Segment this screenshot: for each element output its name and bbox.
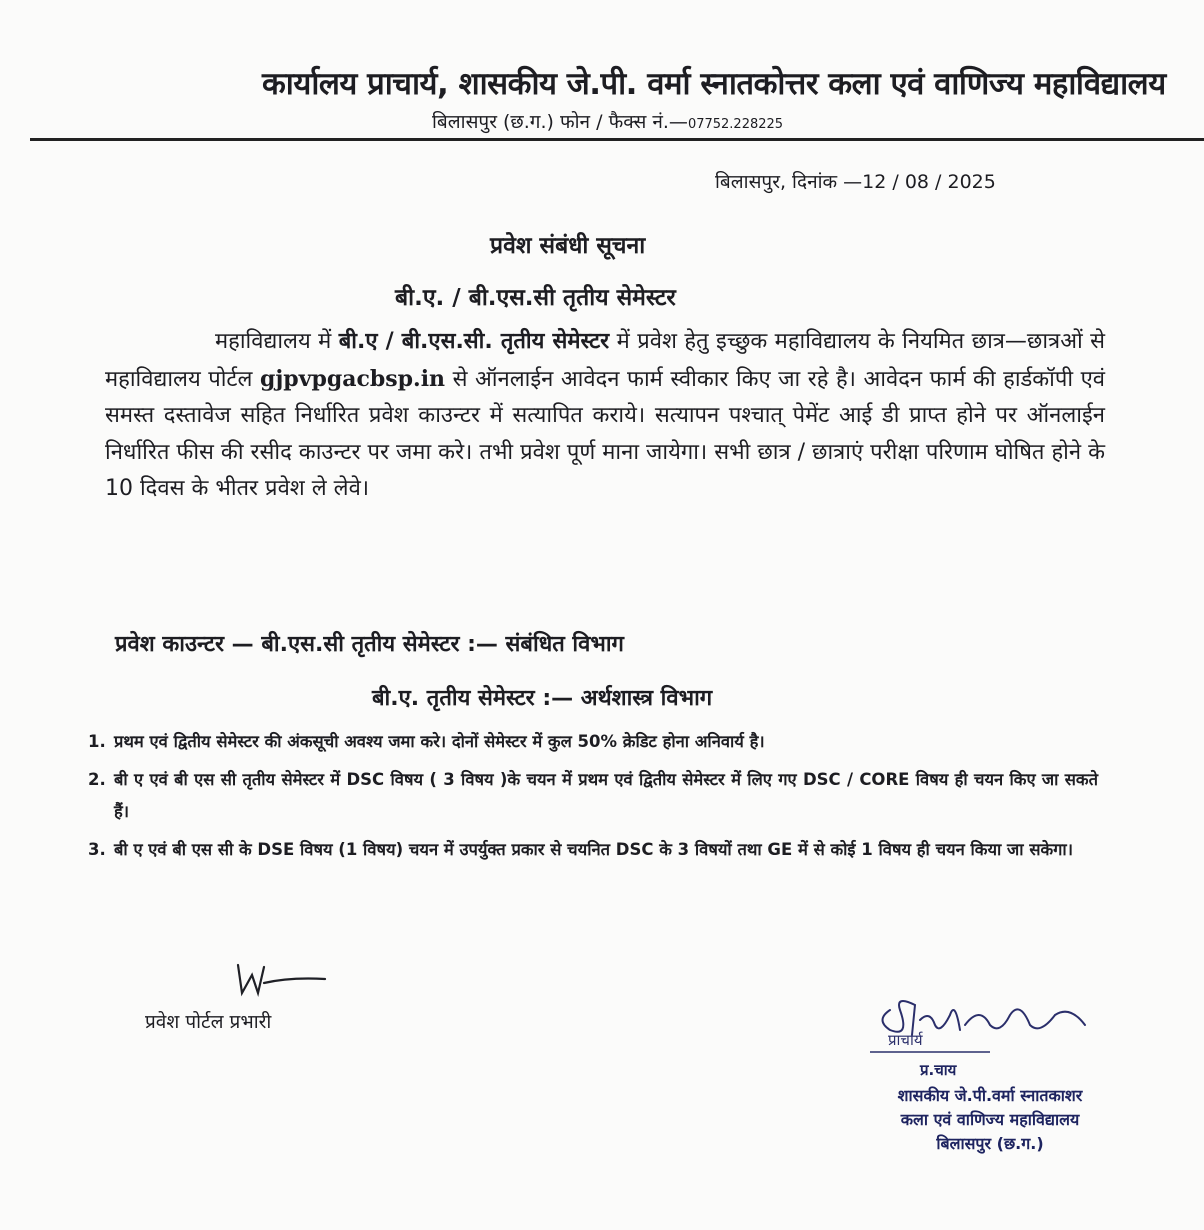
list-item [88,726,1098,758]
date-line: बिलासपुर, दिनांक —12 / 08 / 2025 [715,171,996,193]
seal-line-2: शासकीय जे.पी.वर्मा स्नातकाशर [897,1086,1083,1105]
notice-subtitle: बी.ए. / बी.एस.सी तृतीय सेमेस्टर [395,285,676,311]
phone-number: 07752.228225 [687,117,784,132]
item-number: 3. [88,840,106,859]
body-pre: महाविद्यालय में [215,329,339,354]
instruction-list [88,726,1098,872]
counter-line-ba: बी.ए. तृतीय सेमेस्टर :— अर्थशास्त्र विभाग [372,686,713,711]
item-text: बी ए एवं बी एस सी के DSE विषय (1 विषय) चयन में उपर्युक्त प्रकार से चयनित DSC के 3 विषयों तथा GE में से कोई 1 विषय ही चयन किया जा सकेगा। [114,840,1073,859]
counter-line-bsc: प्रवेश काउन्टर — बी.एस.सी तृतीय सेमेस्टर :— संबंधित विभाग [115,632,624,657]
item-text: बी ए एवं बी एस सी तृतीय सेमेस्टर में DSC विषय ( 3 विषय )के चयन में प्रथम एवं द्वितीय सेमेस्टर में लिए गए DSC / CORE विषय ही चयन किए जा सकते हैं। [114,770,1098,821]
list-item [88,764,1098,828]
item-text: प्रथम एवं द्वितीय सेमेस्टर की अंकसूची अवश्य जमा करे। दोनों सेमेस्टर में कुल 50% क्रेडिट होना अनिवार्य है। [114,732,765,751]
seal-line-3: कला एवं वाणिज्य महाविद्यालय [900,1110,1080,1129]
address-text: बिलासपुर (छ.ग.) फोन / फैक्स नं.— [432,111,688,133]
seal-line-1: प्र.चाय [920,1061,957,1079]
header-divider [30,138,1204,141]
list-item [88,834,1098,866]
principal-label: प्राचार्य [888,1031,923,1049]
body-mid: में प्रवेश हेतु इच्छुक महाविद्यालय के नियमित छात्र—छात्रओं से महाविद्यालय पोर्टल [105,329,1105,392]
seal-line-4: बिलासपुर (छ.ग.) [936,1134,1044,1153]
body-post: से ऑनलाईन आवेदन फार्म स्वीकार किए जा रहे है। आवेदन फार्म की हार्डकॉपी एवं समस्त दस्तावेज सहित निर्धारित प्रवेश काउन्टर में सत्यापित कराये। सत्यापन पश्चात् पेमेंट आई डी प्राप्त होने पर ऑनलाईन निर्धारित फीस की रसीद काउन्टर पर जमा करे। तभी प्रवेश पूर्ण माना जायेगा। सभी छात्र / छात्राएं परीक्षा परिणाम घोषित होने के 10 दिवस के भीतर प्रवेश ले लेवे। [105,366,1106,501]
college-address [432,108,783,134]
notice-body [105,324,1105,508]
portal-incharge-label: प्रवेश पोर्टल प्रभारी [145,1011,272,1033]
college-header-title: कार्यालय प्राचार्य, शासकीय जे.पी. वर्मा स्नातकोत्तर कला एवं वाणिज्य महाविद्यालय [262,66,1166,102]
item-number: 2. [88,770,106,789]
portal-incharge-signature [230,955,330,1005]
college-seal [850,1060,1130,1154]
body-bold: बी.ए / बी.एस.सी. तृतीय सेमेस्टर [338,329,610,354]
portal-link: gjpvpgacbsp.in [259,365,446,392]
item-number: 1. [88,732,106,751]
notice-title: प्रवेश संबंधी सूचना [490,233,646,259]
